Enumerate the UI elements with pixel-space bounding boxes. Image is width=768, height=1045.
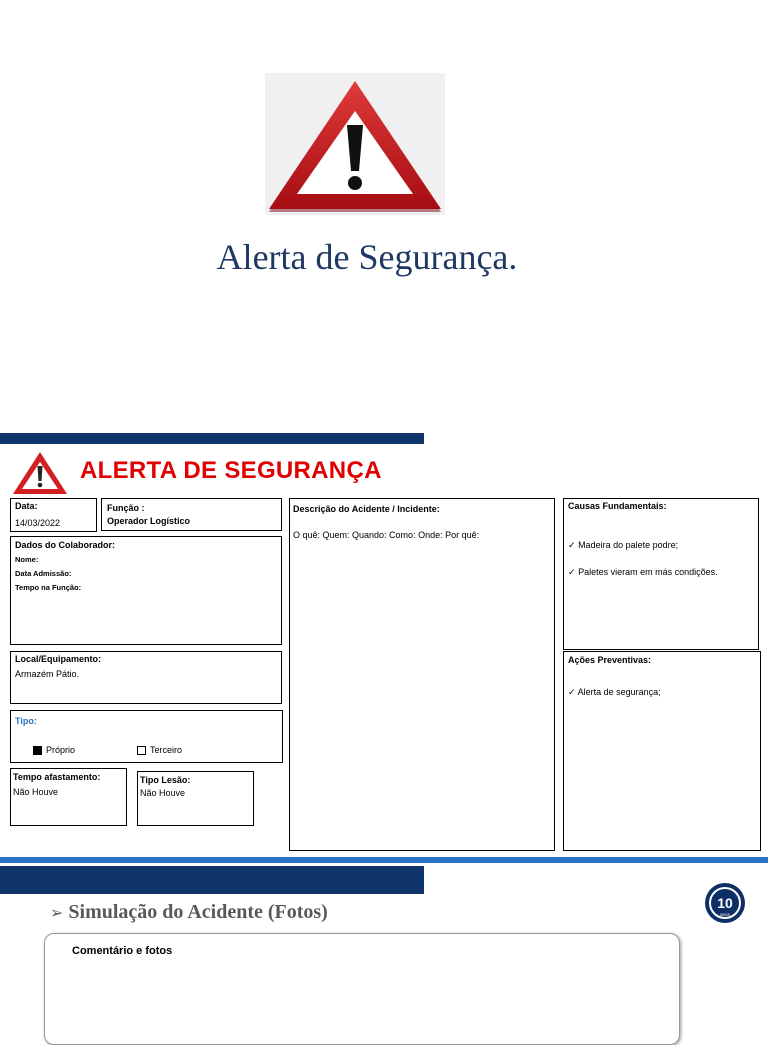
simulation-heading: ➢ Simulação do Acidente (Fotos) [50,901,328,923]
form-title: ALERTA DE SEGURANÇA [80,457,382,484]
root-cause-item: ✓ Madeira do palete podre; [568,540,679,550]
time-off-value: Não Houve [13,787,59,797]
injury-type-box [137,771,254,826]
comment-label: Comentário e fotos [72,945,173,957]
employee-data-label: Dados do Colaborador: [15,540,116,550]
date-label: Data: [15,501,38,511]
root-causes-box [563,498,759,650]
incident-description-prompt: O quê: Quem: Quando: Como: Onde: Por quê: [293,530,480,540]
time-off-label: Tempo afastamento: [13,772,101,782]
type-option-proprio: Próprio [33,744,75,756]
injury-type-label: Tipo Lesão: [140,775,191,785]
injury-type-value: Não Houve [140,788,186,798]
function-label: Função : [107,503,145,513]
divider-bar-light [0,857,768,863]
warning-triangle-icon [11,450,69,496]
function-box [101,498,282,531]
badge-number: 10 [717,895,733,911]
anniversary-badge-logo [704,882,746,924]
comment-and-photos-box [44,933,680,1045]
type-label: Tipo: [15,716,37,726]
employee-data-box [10,536,282,645]
type-box [10,710,283,763]
checkmark-icon: ✓ [568,687,576,697]
location-label: Local/Equipamento: [15,654,102,664]
preventive-actions-box [563,651,761,851]
admission-date-label: Data Admissão: [15,569,72,578]
checkbox-checked-icon [33,746,42,755]
time-off-box [10,768,127,826]
warning-triangle-icon [265,73,445,215]
type-option-terceiro: Terceiro [137,744,182,756]
checkmark-icon: ✓ [568,540,576,550]
preventive-action-item: ✓ Alerta de segurança; [568,687,661,697]
root-cause-item: ✓ Paletes vieram em más condições. [568,567,718,577]
incident-description-label: Descrição do Acidente / Incidente: [293,504,440,514]
time-in-function-label: Tempo na Função: [15,583,82,592]
location-value: Armazém Pátio. [15,669,80,679]
function-value: Operador Logístico [107,516,191,526]
name-label: Nome: [15,555,39,564]
slide-title: Alerta de Segurança. [216,237,518,277]
preventive-actions-label: Ações Preventivas: [568,655,652,665]
date-box [10,498,97,532]
root-causes-label: Causas Fundamentais: [568,501,667,511]
warning-sign-image [265,73,445,215]
date-value: 14/03/2022 [15,518,61,528]
badge-subtext: anos [720,912,730,917]
checkbox-empty-icon [137,746,146,755]
location-box [10,651,282,704]
header-bar-bottom [0,866,424,894]
incident-description-box [289,498,555,851]
checkmark-icon: ✓ [568,567,576,577]
arrow-bullet-icon: ➢ [50,903,64,922]
header-bar-top [0,433,424,444]
